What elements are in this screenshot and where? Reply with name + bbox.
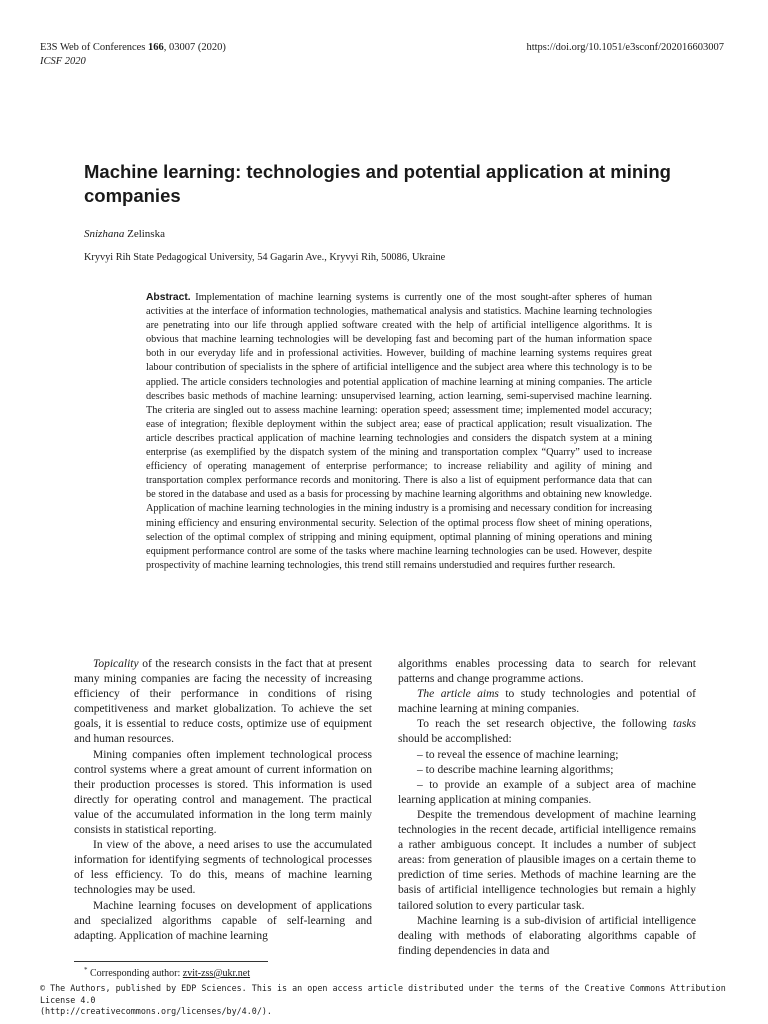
doi-link[interactable]: https://doi.org/10.1051/e3sconf/202016603007 bbox=[526, 42, 724, 53]
paper-title: Machine learning: technologies and potential application at mining companies bbox=[84, 161, 671, 206]
paragraph: Machine learning is a sub-division of artificial intelligence dealing with methods of elaborating algorithms capable of finding dependencies in data and bbox=[398, 914, 696, 957]
author-last-name: Zelinska bbox=[124, 228, 165, 240]
task-item: – to describe machine learning algorithms; bbox=[417, 763, 614, 776]
paragraph bbox=[74, 657, 372, 748]
author-first-name: Snizhana bbox=[84, 228, 125, 240]
paragraph: Machine learning focuses on development of applications and specialized algorithms capable of self-learning and adapting. Application of machine learning bbox=[74, 899, 372, 942]
paragraph-text: To reach the set research objective, the following bbox=[417, 718, 673, 731]
footnote-label: Corresponding author: bbox=[87, 968, 183, 979]
footnote-rule bbox=[74, 961, 268, 962]
task-item: – to provide an example of a subject area of machine learning application at mining companies. bbox=[398, 778, 696, 806]
email-link[interactable]: zvit-zss@ukr.net bbox=[182, 968, 251, 979]
conference-name: ICSF 2020 bbox=[40, 56, 86, 67]
paragraph bbox=[398, 687, 696, 717]
paragraph-text: to study technologies and potential of machine learning at mining companies. bbox=[398, 688, 696, 716]
paragraph: In view of the above, a need arises to use the accumulated information for identifying segments of technological processes of less efficiency. To do this, means of machine learning technologies may be used. bbox=[74, 839, 372, 897]
license-url[interactable]: (http://creativecommons.org/licenses/by/4.0/). bbox=[40, 1006, 272, 1016]
emphasis: Topicality bbox=[93, 658, 139, 670]
emphasis: tasks bbox=[673, 718, 696, 731]
paragraph bbox=[398, 717, 696, 747]
affiliation: Kryvyi Rih State Pedagogical University, 54 Gagarin Ave., Kryvyi Rih, 50086, Ukraine bbox=[84, 252, 446, 263]
journal-citation bbox=[40, 41, 226, 54]
paragraph: Despite the tremendous development of machine learning technologies in the recent decade, artificial intelligence remains a rather ambiguous concept. It includes a number of subject areas: from generation of plausible images on a certain theme to prediction of time series. Methods of machine learning are the basis of artificial intelligence technologies but remain a highly tailored solution to every particular task. bbox=[398, 808, 696, 912]
task-item: – to reveal the essence of machine learning; bbox=[417, 748, 619, 761]
abstract-text: Implementation of machine learning systems is currently one of the most sought-after spheres of human activities at the interface of information technologies, mathematical analysis and statistics. Machine learning technologies are penetrating into our life through applied software created with the help of artificial intelligence algorithms. It is obvious that machine learning technologies will be developing fast and becoming part of the human information space both in our everyday life and in professional activities. However, building of machine learning systems requires great labour contribution of specialists in the sphere of artificial intelligence and the subject area where this technology is to be applied. The article considers technologies and potential application of machine learning at mining companies. The article describes basic methods of machine learning: unsupervised learning, action learning, semi-supervised machine learning. The criteria are singled out to assess machine learning: operation speed; assessment time; implemented model accuracy; ease of integration; flexible deployment within the subject area; ease of practical application; result visualization. The article describes practical application of machine learning technologies and considers the dispatch system at a mining enterprise (as exemplified by the dispatch system of the mining and transportation complex “Quarry” used to increase efficiency of operating management of enterprise performance; to increase reliability and agility of mining and transportation complex performance records and monitoring. There is also a list of equipment performance data that can be stored in the database and used as a basis for processing by machine learning algorithms and obtaining new knowledge. Application of machine learning technologies in the mining industry is a promising and necessary condition for increasing mining efficiency and ensuring environmental security. Selection of the optimal process flow sheet of mining operations, selection of the optimal complex of stripping and mining equipment, optimal planning of mining operations and mining equipment performance control are some of the tasks where machine learning technologies can be used. However, despite prospectivity of machine learning technologies, this trend still remains understudied and requires further research. bbox=[146, 292, 652, 571]
body-left-column bbox=[74, 657, 372, 944]
journal-prefix: E3S Web of Conferences bbox=[40, 42, 149, 53]
footnote-mark: * bbox=[84, 966, 88, 974]
paragraph: Mining companies often implement technological process control systems where a great amount of current information on their production processes is stored. This information is used directly for operating control and management. The practical value of the accumulated information in the long term mainly consists in statistical reporting. bbox=[74, 748, 372, 837]
abstract bbox=[146, 291, 652, 573]
journal-volume: 166 bbox=[148, 42, 164, 53]
body-right-column bbox=[398, 657, 696, 959]
footnote bbox=[84, 966, 250, 979]
license-notice bbox=[40, 983, 740, 1018]
abstract-label: Abstract. bbox=[146, 292, 191, 303]
article-number: , 03007 (2020) bbox=[163, 42, 226, 53]
author-line bbox=[84, 228, 165, 240]
paragraph: algorithms enables processing data to search for relevant patterns and change programme actions. bbox=[398, 658, 696, 686]
emphasis: The article aims bbox=[417, 688, 499, 701]
paragraph-text: of the research consists in the fact that at present many mining companies are facing the necessity of increasing efficiency of their performance in conditions of rising competitiveness and market globalization. To achieve the set goals, it is essential to reduce costs, optimize use of equipment and human resources. bbox=[74, 658, 372, 746]
paragraph-text: should be accomplished: bbox=[398, 733, 512, 746]
license-line: © The Authors, published by EDP Sciences. This is an open access article distributed under the terms of the Creative Commons Attribution License 4.0 bbox=[40, 983, 726, 1005]
